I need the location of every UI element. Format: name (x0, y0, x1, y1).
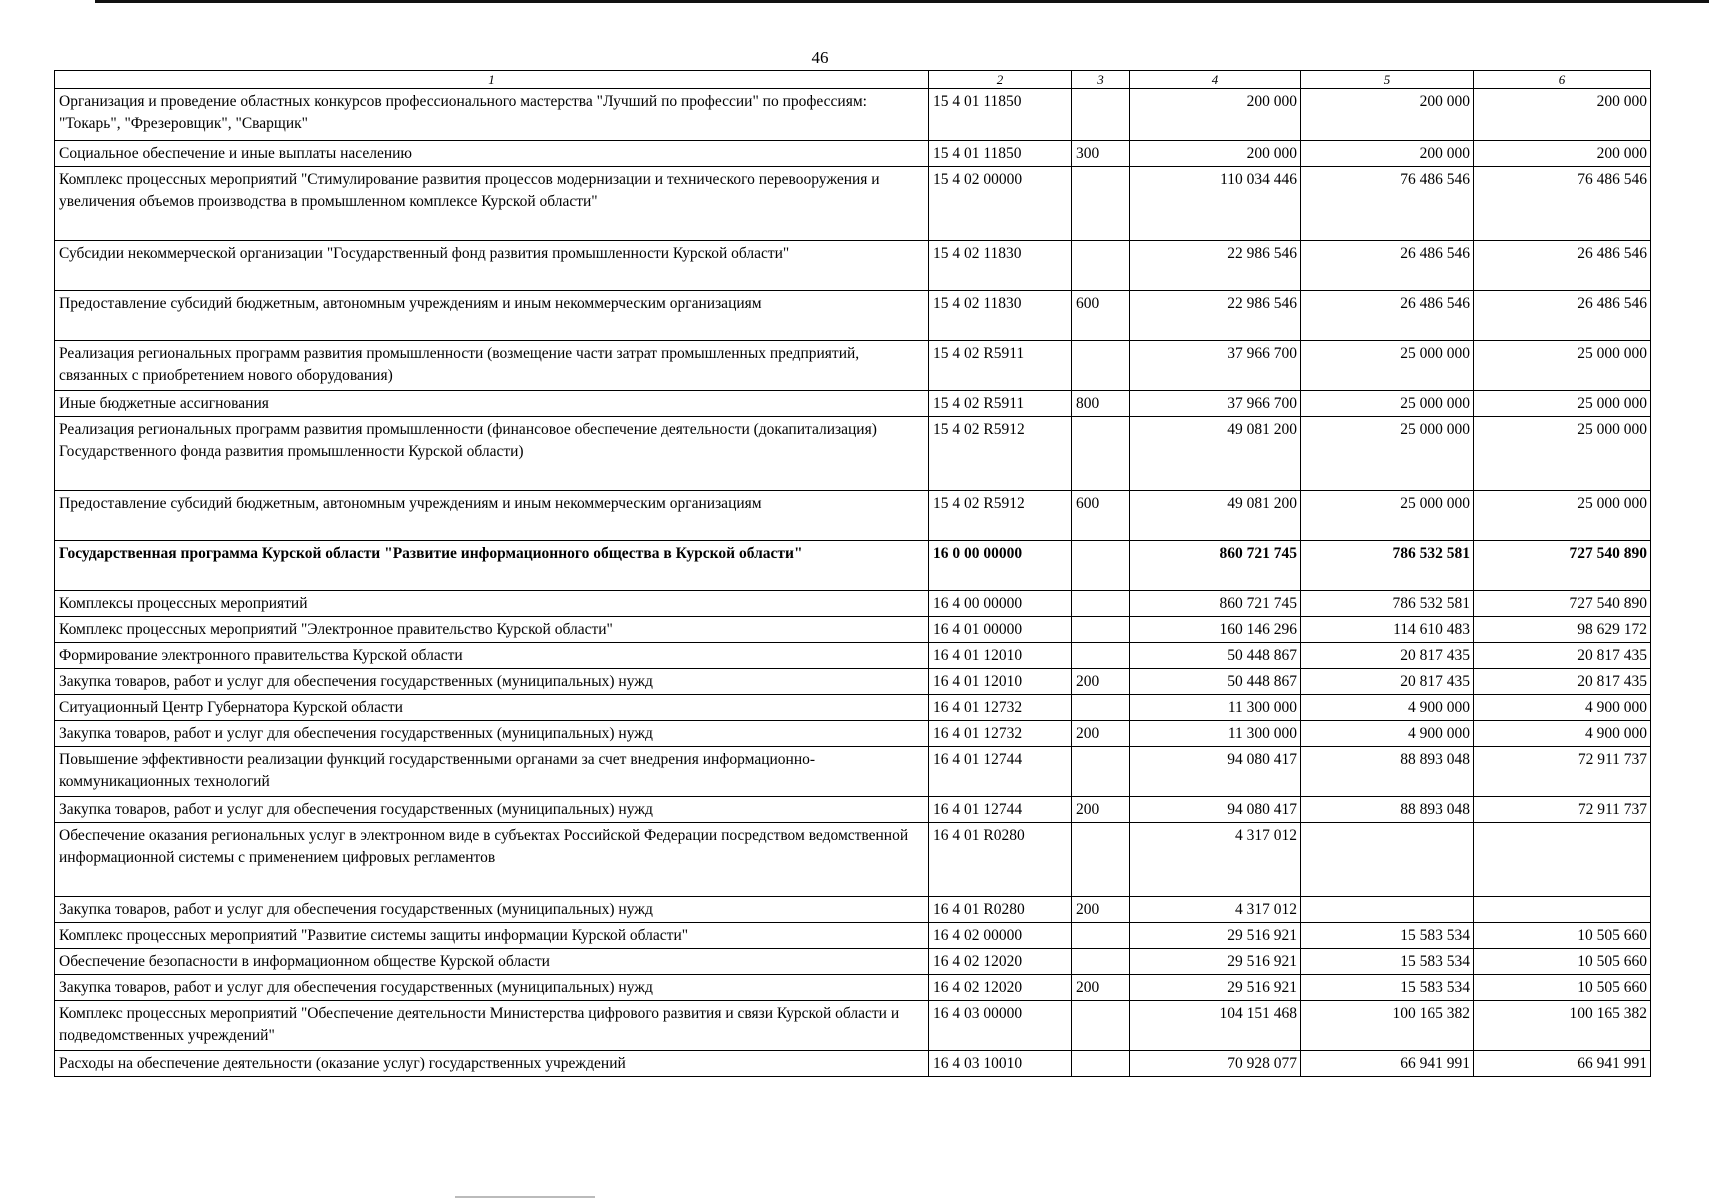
column-number-5: 5 (1301, 71, 1474, 89)
row-value-2025-cell: 786 532 581 (1301, 591, 1474, 617)
row-type-cell: 200 (1072, 897, 1130, 923)
row-code-cell: 15 4 02 11830 (929, 291, 1072, 341)
row-type-cell: 200 (1072, 669, 1130, 695)
row-value-2024-cell: 94 080 417 (1130, 797, 1301, 823)
table-row (55, 89, 1651, 141)
row-value-2024-cell: 200 000 (1130, 89, 1301, 141)
row-value-2024-cell: 860 721 745 (1130, 591, 1301, 617)
table-row (55, 591, 1651, 617)
scan-mark (455, 1196, 595, 1198)
row-name-cell: Повышение эффективности реализации функций государственными органами за счет внедрения информационно-коммуникационных технологий (55, 747, 929, 797)
table-row (55, 975, 1651, 1001)
row-value-2024-cell: 29 516 921 (1130, 975, 1301, 1001)
row-value-2025-cell: 100 165 382 (1301, 1001, 1474, 1051)
row-code-cell: 16 4 01 R0280 (929, 823, 1072, 897)
row-value-2025-cell: 20 817 435 (1301, 643, 1474, 669)
table-row (55, 617, 1651, 643)
table-row (55, 923, 1651, 949)
table-row (55, 669, 1651, 695)
row-value-2026-cell: 25 000 000 (1474, 391, 1651, 417)
row-value-2025-cell: 20 817 435 (1301, 669, 1474, 695)
row-value-2024-cell: 160 146 296 (1130, 617, 1301, 643)
row-value-2024-cell: 11 300 000 (1130, 695, 1301, 721)
row-value-2026-cell: 20 817 435 (1474, 669, 1651, 695)
row-value-2025-cell: 76 486 546 (1301, 167, 1474, 241)
row-value-2025-cell: 15 583 534 (1301, 923, 1474, 949)
table-row (55, 291, 1651, 341)
row-value-2025-cell: 88 893 048 (1301, 747, 1474, 797)
table-row (55, 491, 1651, 541)
row-value-2024-cell: 22 986 546 (1130, 291, 1301, 341)
row-name-cell: Ситуационный Центр Губернатора Курской области (55, 695, 929, 721)
row-value-2025-cell (1301, 897, 1474, 923)
row-value-2024-cell: 70 928 077 (1130, 1051, 1301, 1077)
table-row (55, 823, 1651, 897)
row-value-2026-cell: 25 000 000 (1474, 491, 1651, 541)
row-type-cell (1072, 89, 1130, 141)
row-value-2026-cell: 200 000 (1474, 89, 1651, 141)
row-value-2026-cell: 100 165 382 (1474, 1001, 1651, 1051)
table-row (55, 797, 1651, 823)
row-name-cell: Организация и проведение областных конкурсов профессионального мастерства "Лучший по профессии" по профессиям: "Токарь", "Фрезеровщик", "Сварщик" (55, 89, 929, 141)
budget-table (54, 70, 1651, 1077)
row-type-cell (1072, 241, 1130, 291)
column-number-row (55, 71, 1651, 89)
row-value-2025-cell: 786 532 581 (1301, 541, 1474, 591)
row-name-cell: Комплекс процессных мероприятий "Электронное правительство Курской области" (55, 617, 929, 643)
row-value-2025-cell: 200 000 (1301, 141, 1474, 167)
row-value-2024-cell: 110 034 446 (1130, 167, 1301, 241)
row-value-2025-cell: 25 000 000 (1301, 417, 1474, 491)
row-name-cell: Закупка товаров, работ и услуг для обеспечения государственных (муниципальных) нужд (55, 897, 929, 923)
row-name-cell: Субсидии некоммерческой организации "Государственный фонд развития промышленности Курской области" (55, 241, 929, 291)
row-type-cell (1072, 923, 1130, 949)
column-number-3: 3 (1072, 71, 1130, 89)
column-number-2: 2 (929, 71, 1072, 89)
row-value-2025-cell: 4 900 000 (1301, 721, 1474, 747)
row-name-cell: Комплексы процессных мероприятий (55, 591, 929, 617)
row-code-cell: 16 4 02 12020 (929, 949, 1072, 975)
row-value-2026-cell: 200 000 (1474, 141, 1651, 167)
row-value-2026-cell: 727 540 890 (1474, 541, 1651, 591)
table-row (55, 721, 1651, 747)
row-value-2025-cell: 25 000 000 (1301, 391, 1474, 417)
top-border-line (95, 0, 1709, 3)
row-name-cell: Иные бюджетные ассигнования (55, 391, 929, 417)
row-type-cell (1072, 341, 1130, 391)
row-value-2024-cell: 29 516 921 (1130, 949, 1301, 975)
row-name-cell: Предоставление субсидий бюджетным, автономным учреждениям и иным некоммерческим организациям (55, 491, 929, 541)
table-row (55, 417, 1651, 491)
row-name-cell: Комплекс процессных мероприятий "Обеспечение деятельности Министерства цифрового развития и связи Курской области и подведомственных учреждений" (55, 1001, 929, 1051)
row-code-cell: 16 4 01 12010 (929, 643, 1072, 669)
row-code-cell: 16 0 00 00000 (929, 541, 1072, 591)
row-value-2025-cell: 66 941 991 (1301, 1051, 1474, 1077)
row-type-cell (1072, 695, 1130, 721)
row-code-cell: 16 4 01 R0280 (929, 897, 1072, 923)
table-row (55, 541, 1651, 591)
row-code-cell: 16 4 01 12744 (929, 747, 1072, 797)
page-number: 46 (811, 48, 829, 67)
row-type-cell (1072, 747, 1130, 797)
row-value-2026-cell (1474, 897, 1651, 923)
table-row (55, 341, 1651, 391)
row-name-cell: Реализация региональных программ развития промышленности (возмещение части затрат промышленных предприятий, связанных с приобретением нового оборудования) (55, 341, 929, 391)
row-name-cell: Закупка товаров, работ и услуг для обеспечения государственных (муниципальных) нужд (55, 797, 929, 823)
column-number-4: 4 (1130, 71, 1301, 89)
row-code-cell: 16 4 03 10010 (929, 1051, 1072, 1077)
row-code-cell: 15 4 02 00000 (929, 167, 1072, 241)
row-type-cell (1072, 1051, 1130, 1077)
row-value-2024-cell: 11 300 000 (1130, 721, 1301, 747)
row-value-2026-cell: 66 941 991 (1474, 1051, 1651, 1077)
row-value-2025-cell: 25 000 000 (1301, 491, 1474, 541)
row-value-2026-cell: 76 486 546 (1474, 167, 1651, 241)
row-code-cell: 15 4 02 R5912 (929, 491, 1072, 541)
row-value-2024-cell: 22 986 546 (1130, 241, 1301, 291)
row-name-cell: Социальное обеспечение и иные выплаты населению (55, 141, 929, 167)
row-name-cell: Расходы на обеспечение деятельности (оказание услуг) государственных учреждений (55, 1051, 929, 1077)
row-value-2025-cell: 200 000 (1301, 89, 1474, 141)
row-type-cell (1072, 1001, 1130, 1051)
table-row (55, 643, 1651, 669)
column-number-6: 6 (1474, 71, 1651, 89)
row-value-2026-cell: 727 540 890 (1474, 591, 1651, 617)
row-value-2025-cell: 114 610 483 (1301, 617, 1474, 643)
table-row (55, 897, 1651, 923)
row-value-2026-cell: 20 817 435 (1474, 643, 1651, 669)
row-value-2026-cell: 26 486 546 (1474, 291, 1651, 341)
row-value-2024-cell: 94 080 417 (1130, 747, 1301, 797)
row-value-2024-cell: 4 317 012 (1130, 823, 1301, 897)
row-code-cell: 16 4 00 00000 (929, 591, 1072, 617)
row-value-2026-cell (1474, 823, 1651, 897)
row-type-cell (1072, 617, 1130, 643)
row-value-2026-cell: 10 505 660 (1474, 923, 1651, 949)
row-value-2024-cell: 37 966 700 (1130, 391, 1301, 417)
row-value-2024-cell: 49 081 200 (1130, 417, 1301, 491)
row-value-2025-cell: 88 893 048 (1301, 797, 1474, 823)
row-code-cell: 16 4 02 12020 (929, 975, 1072, 1001)
row-code-cell: 15 4 01 11850 (929, 141, 1072, 167)
row-type-cell (1072, 167, 1130, 241)
row-value-2025-cell: 26 486 546 (1301, 291, 1474, 341)
table-row (55, 167, 1651, 241)
table-row (55, 747, 1651, 797)
row-code-cell: 16 4 03 00000 (929, 1001, 1072, 1051)
row-code-cell: 16 4 01 12732 (929, 695, 1072, 721)
row-value-2025-cell: 15 583 534 (1301, 949, 1474, 975)
row-type-cell: 800 (1072, 391, 1130, 417)
row-value-2024-cell: 200 000 (1130, 141, 1301, 167)
row-type-cell: 300 (1072, 141, 1130, 167)
table-row (55, 949, 1651, 975)
row-value-2026-cell: 10 505 660 (1474, 949, 1651, 975)
row-name-cell: Закупка товаров, работ и услуг для обеспечения государственных (муниципальных) нужд (55, 669, 929, 695)
row-value-2026-cell: 72 911 737 (1474, 797, 1651, 823)
row-value-2025-cell (1301, 823, 1474, 897)
row-type-cell (1072, 949, 1130, 975)
row-value-2026-cell: 98 629 172 (1474, 617, 1651, 643)
row-value-2025-cell: 4 900 000 (1301, 695, 1474, 721)
row-code-cell: 15 4 01 11850 (929, 89, 1072, 141)
column-number-1: 1 (55, 71, 929, 89)
row-value-2025-cell: 26 486 546 (1301, 241, 1474, 291)
row-value-2025-cell: 25 000 000 (1301, 341, 1474, 391)
row-name-cell: Комплекс процессных мероприятий "Стимулирование развития процессов модернизации и технического перевооружения и увеличения объемов производства в промышленном комплексе Курской области" (55, 167, 929, 241)
table-row (55, 1051, 1651, 1077)
row-name-cell: Реализация региональных программ развития промышленности (финансовое обеспечение деятельности (докапитализация) Государственного фонда развития промышленности Курской области) (55, 417, 929, 491)
row-value-2026-cell: 10 505 660 (1474, 975, 1651, 1001)
row-value-2024-cell: 4 317 012 (1130, 897, 1301, 923)
table-row (55, 1001, 1651, 1051)
row-name-cell: Государственная программа Курской области "Развитие информационного общества в Курской области" (55, 541, 929, 591)
row-code-cell: 16 4 01 00000 (929, 617, 1072, 643)
row-type-cell (1072, 417, 1130, 491)
row-code-cell: 15 4 02 R5912 (929, 417, 1072, 491)
row-type-cell: 200 (1072, 797, 1130, 823)
row-value-2025-cell: 15 583 534 (1301, 975, 1474, 1001)
row-code-cell: 15 4 02 R5911 (929, 391, 1072, 417)
table-row (55, 695, 1651, 721)
row-value-2026-cell: 26 486 546 (1474, 241, 1651, 291)
row-value-2026-cell: 4 900 000 (1474, 721, 1651, 747)
row-value-2024-cell: 49 081 200 (1130, 491, 1301, 541)
table-row (55, 241, 1651, 291)
row-name-cell: Формирование электронного правительства Курской области (55, 643, 929, 669)
table-row (55, 141, 1651, 167)
row-code-cell: 16 4 01 12010 (929, 669, 1072, 695)
row-type-cell: 200 (1072, 975, 1130, 1001)
row-name-cell: Предоставление субсидий бюджетным, автономным учреждениям и иным некоммерческим организациям (55, 291, 929, 341)
row-value-2024-cell: 50 448 867 (1130, 669, 1301, 695)
row-name-cell: Комплекс процессных мероприятий "Развитие системы защиты информации Курской области" (55, 923, 929, 949)
row-value-2024-cell: 104 151 468 (1130, 1001, 1301, 1051)
row-value-2026-cell: 25 000 000 (1474, 341, 1651, 391)
row-type-cell: 200 (1072, 721, 1130, 747)
row-type-cell (1072, 823, 1130, 897)
row-value-2026-cell: 72 911 737 (1474, 747, 1651, 797)
row-name-cell: Закупка товаров, работ и услуг для обеспечения государственных (муниципальных) нужд (55, 975, 929, 1001)
row-code-cell: 16 4 01 12744 (929, 797, 1072, 823)
row-name-cell: Обеспечение оказания региональных услуг в электронном виде в субъектах Российской Федерации посредством ведомственной информационной системы с применением цифровых регламентов (55, 823, 929, 897)
row-type-cell (1072, 541, 1130, 591)
row-value-2024-cell: 37 966 700 (1130, 341, 1301, 391)
row-value-2024-cell: 50 448 867 (1130, 643, 1301, 669)
table-body (55, 89, 1651, 1077)
row-code-cell: 16 4 01 12732 (929, 721, 1072, 747)
row-value-2024-cell: 860 721 745 (1130, 541, 1301, 591)
row-name-cell: Закупка товаров, работ и услуг для обеспечения государственных (муниципальных) нужд (55, 721, 929, 747)
row-type-cell: 600 (1072, 491, 1130, 541)
row-code-cell: 15 4 02 11830 (929, 241, 1072, 291)
row-code-cell: 16 4 02 00000 (929, 923, 1072, 949)
row-type-cell (1072, 591, 1130, 617)
row-type-cell (1072, 643, 1130, 669)
row-value-2026-cell: 25 000 000 (1474, 417, 1651, 491)
row-name-cell: Обеспечение безопасности в информационном обществе Курской области (55, 949, 929, 975)
row-type-cell: 600 (1072, 291, 1130, 341)
row-code-cell: 15 4 02 R5911 (929, 341, 1072, 391)
table-row (55, 391, 1651, 417)
row-value-2026-cell: 4 900 000 (1474, 695, 1651, 721)
row-value-2024-cell: 29 516 921 (1130, 923, 1301, 949)
